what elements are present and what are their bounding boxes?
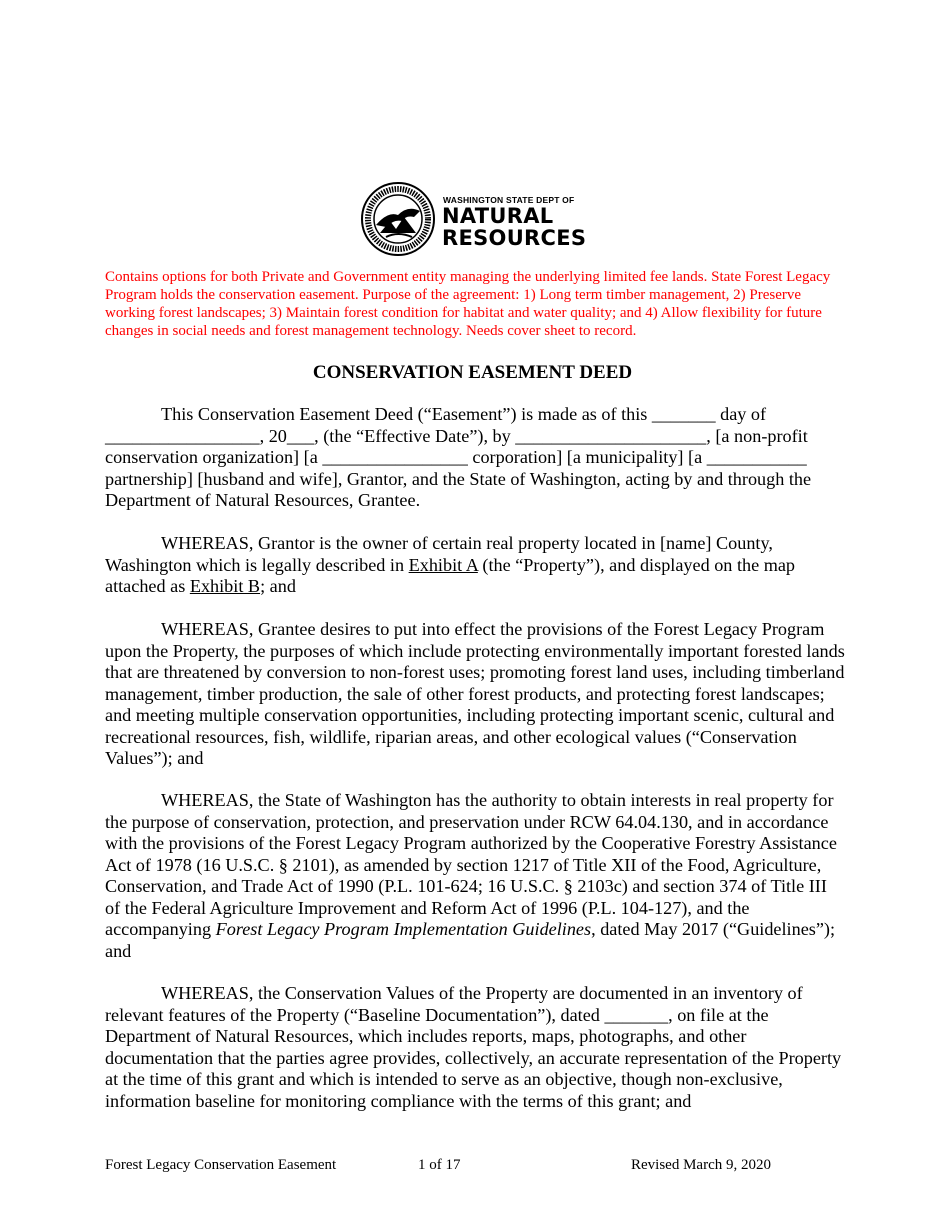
footer-left: Forest Legacy Conservation Easement [105,1157,337,1173]
text-run: WHEREAS, Grantor is the owner of certain real property located in [name] County, Washington which is legally described in [105,533,773,575]
logo-line-2: NATURAL [442,204,554,228]
editor-note: Contains options for both Private and Government entity managing the underlying limited fee lands. State Forest Legacy Program holds the conservation easement. Purpose of the agreement: 1) Long term timber management, 2) Preserve working forest landscapes; 3) Maintain forest condition for habitat and water quality; and 4) Allow flexibility for future changes in social needs and forest management technology. Needs cover sheet to record. [105,269,831,339]
text-run: ; and [260,576,296,596]
paragraph-whereas-owner [105,533,845,598]
logo-line-1: WASHINGTON STATE DEPT OF [443,195,575,205]
paragraph-whereas-baseline: WHEREAS, the Conservation Values of the Property are documented in an inventory of relevant features of the Property (“Baseline Documentation”), dated _______, on file at the Department of Natural Resources, which includes reports, maps, photographs, and other documentation that the parties agree provides, collectively, an accurate representation of the Property at the time of this grant and which is intended to serve as an objective, though non-exclusive, information baseline for monitoring compliance with the terms of this grant; and [105,983,842,1111]
text-run: , dated May 2017 (“Guidelines”); and [105,919,836,961]
document-title: CONSERVATION EASEMENT DEED [312,362,633,383]
text-run: WHEREAS, the State of Washington has the authority to obtain interests in real property for the purpose of conservation, protection, and preservation under RCW 64.04.130, and in accordance with the provisions of the Forest Legacy Program authorized by the Cooperative Forestry Assistance Act of 1978 (16 U.S.C. § 2101), as amended by section 1217 of Title XII of the Food, Agriculture, Conservation, and Trade Act of 1990 (P.L. 101-624; 16 U.S.C. § 2103c) and section 374 of Title III of the Federal Agriculture Improvement and Reform Act of 1996 (P.L. 104-127), and the accompanying [105,790,837,939]
paragraph-whereas-forest-legacy: WHEREAS, Grantee desires to put into effect the provisions of the Forest Legacy Program upon the Property, the purposes of which include protecting environmentally important forested lands that are threatened by conversion to non-forest uses; promoting forest land uses, including timberland management, timber production, the sale of other forest products, and protecting forest landscapes; and meeting multiple conservation opportunities, including protecting important scenic, cultural and recreational resources, fish, wildlife, riparian areas, and other ecological values (“Conservation Values”); and [105,619,845,768]
paragraph-whereas-authority [105,790,845,962]
text-run: (the “Property”), and displayed on the map attached as [105,554,796,596]
exhibit-a-reference: Exhibit A [408,554,478,575]
logo-line-3: RESOURCES [442,226,587,250]
guidelines-title: Forest Legacy Program Implementation Guidelines [215,919,592,939]
dnr-logo [360,181,590,257]
paragraph-parties: This Conservation Easement Deed (“Easement”) is made as of this _______ day of _________________, 20___, (the “Effective Date”), by _____________________, [a non-profit conservation organization] [a ________________ corporation] [a municipality] [a ___________ partnership] [husband and wife], Grantor, and the State of Washington, acting by and through the Department of Natural Resources, Grantee. [105,404,812,510]
dnr-seal-icon [360,181,436,257]
exhibit-b-reference: Exhibit B [189,576,261,596]
footer-revised-date: Revised March 9, 2020 [631,1157,771,1173]
footer-page-number: 1 of 17 [418,1157,461,1173]
